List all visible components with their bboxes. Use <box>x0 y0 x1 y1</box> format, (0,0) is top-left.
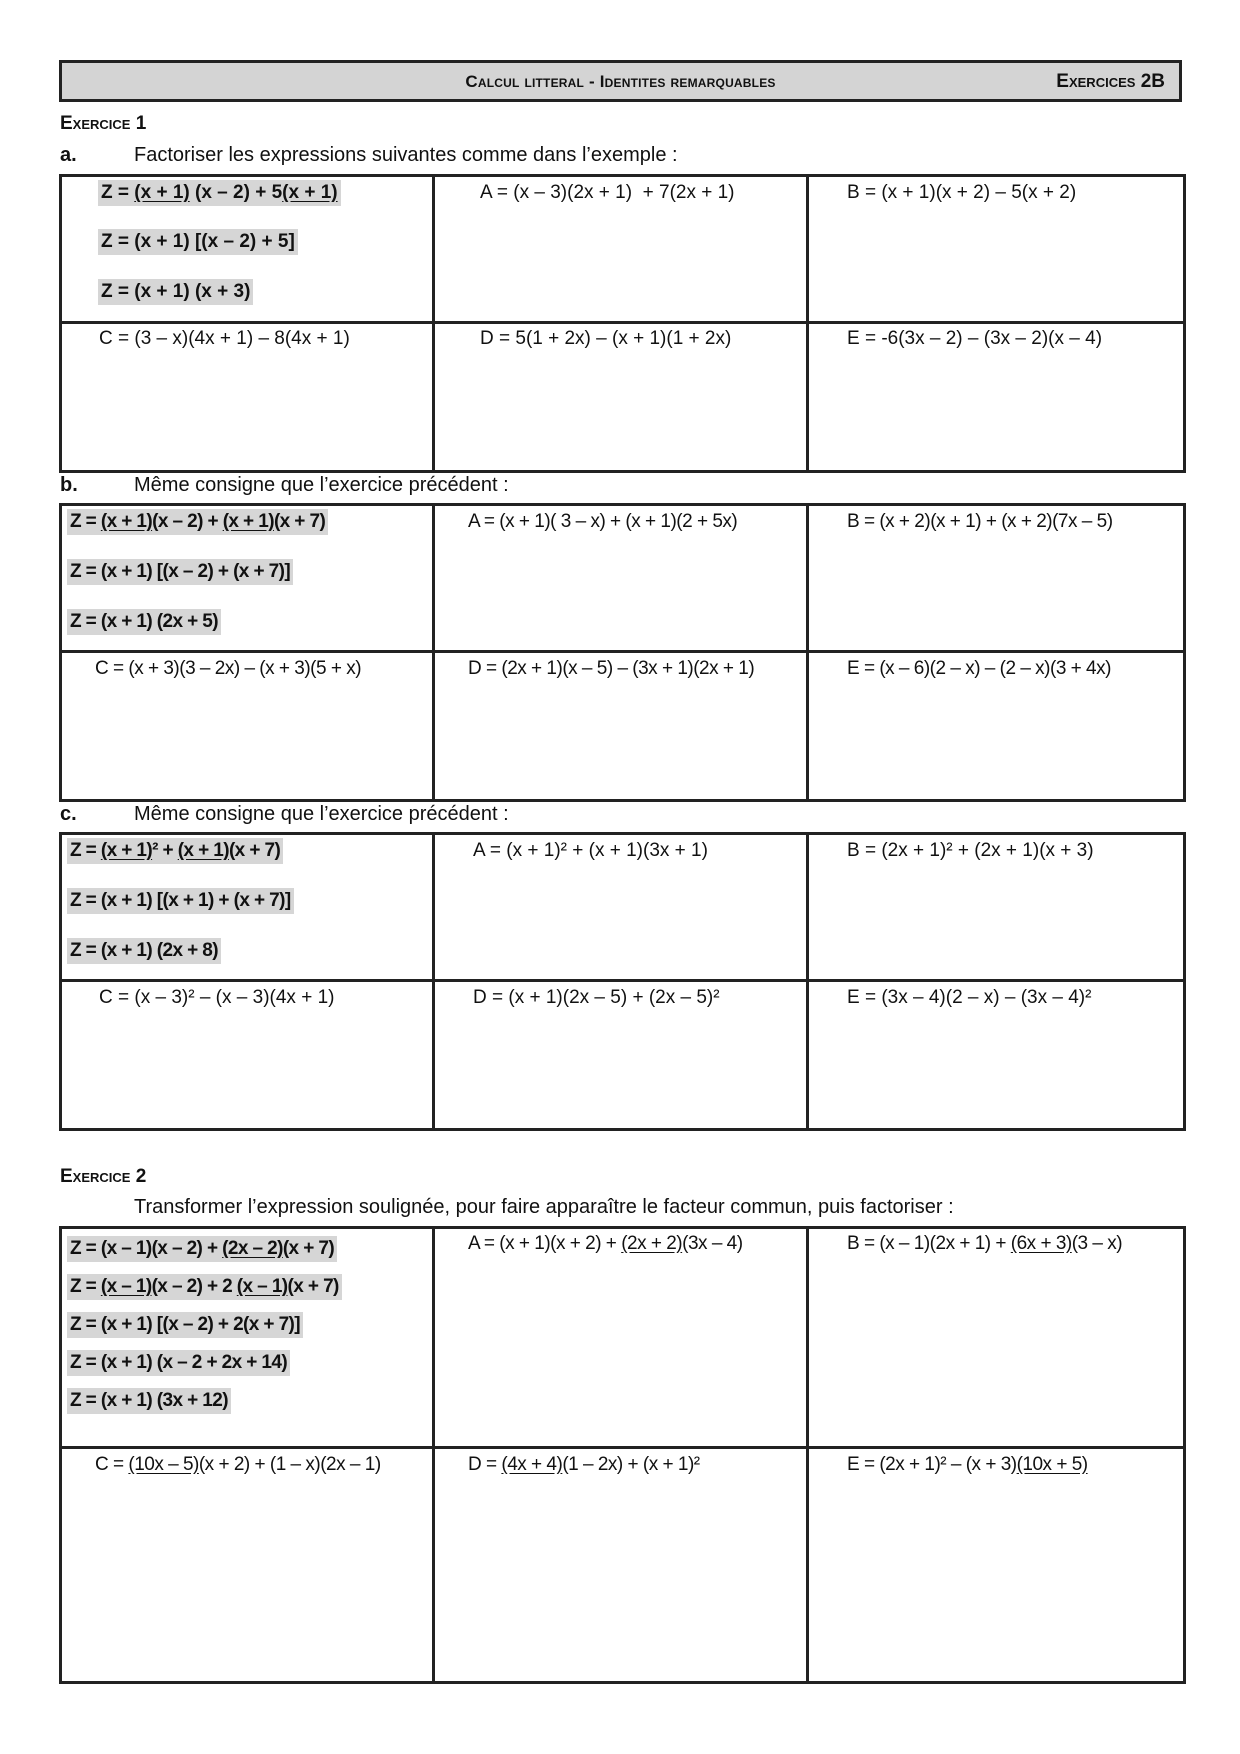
part-a-example-cell <box>61 176 434 323</box>
exercise-2-example-cell <box>61 1228 434 1448</box>
part-b-expression-C: C = (x + 3)(3 – 2x) – (x + 3)(5 + x) <box>95 658 362 679</box>
part-c-cell-C <box>61 981 434 1130</box>
part-a-expression-C: C = (3 – x)(4x + 1) – 8(4x + 1) <box>99 328 350 349</box>
part-c-example-line-2: Z = (x + 1) [(x + 1) + (x + 7)] <box>67 888 294 914</box>
part-c-expression-E: E = (3x – 4)(2 – x) – (3x – 4)² <box>847 987 1092 1008</box>
page-header <box>59 60 1182 102</box>
part-c-expression-D: D = (x + 1)(2x – 5) + (2x – 5)² <box>473 987 720 1008</box>
part-b-example-line-1: Z = (x + 1)(x – 2) + (x + 1)(x + 7) <box>67 509 328 535</box>
part-a-expression-D: D = 5(1 + 2x) – (x + 1)(1 + 2x) <box>480 328 732 349</box>
part-c-cell-E <box>808 981 1185 1130</box>
part-c-example-line-3: Z = (x + 1) (2x + 8) <box>67 938 221 964</box>
part-c-cell-B <box>808 834 1185 981</box>
part-a-example-line-2: Z = (x + 1) [(x – 2) + 5] <box>98 229 298 255</box>
part-b-instruction: Même consigne que l’exercice précédent : <box>134 474 509 496</box>
part-b-expression-E: E = (x – 6)(2 – x) – (2 – x)(3 + 4x) <box>847 658 1111 679</box>
part-b-expression-B: B = (x + 2)(x + 1) + (x + 2)(7x – 5) <box>847 511 1113 532</box>
exercise-2-title: Exercice 2 <box>60 1166 147 1187</box>
part-b-label: b. <box>60 474 78 496</box>
part-a-expression-E: E = -6(3x – 2) – (3x – 2)(x – 4) <box>847 328 1103 349</box>
part-c-label: c. <box>60 803 77 825</box>
part-b-cell-E <box>808 652 1185 801</box>
exercise-2-cell-D <box>434 1448 808 1683</box>
worksheet-code: Exercices 2B <box>1056 71 1165 92</box>
part-a-grid <box>59 174 1186 473</box>
part-b-cell-D <box>434 652 808 801</box>
part-b-expression-D: D = (2x + 1)(x – 5) – (3x + 1)(2x + 1) <box>468 658 755 679</box>
part-a-instruction: Factoriser les expressions suivantes comme dans l’exemple : <box>134 144 678 166</box>
exercise-2-grid <box>59 1226 1186 1684</box>
exercise-2-expression-C: C = (10x – 5)(x + 2) + (1 – x)(2x – 1) <box>95 1454 381 1475</box>
part-a-cell-C <box>61 323 434 472</box>
exercise-2-cell-E <box>808 1448 1185 1683</box>
part-b-example-line-2: Z = (x + 1) [(x – 2) + (x + 7)] <box>67 559 293 585</box>
part-c-example-line-1: Z = (x + 1)² + (x + 1)(x + 7) <box>67 838 283 864</box>
exercise-2-expression-D: D = (4x + 4)(1 – 2x) + (x + 1)² <box>468 1454 700 1475</box>
part-b-cell-B <box>808 505 1185 652</box>
exercise-1-title: Exercice 1 <box>60 113 147 134</box>
exercise-2-cell-A <box>434 1228 808 1448</box>
part-a-expression-B: B = (x + 1)(x + 2) – 5(x + 2) <box>847 182 1077 203</box>
exercise-2-cell-B <box>808 1228 1185 1448</box>
part-b-example-cell <box>61 505 434 652</box>
part-c-instruction: Même consigne que l’exercice précédent : <box>134 803 509 825</box>
part-c-cell-A <box>434 834 808 981</box>
exercise-2-expression-B: B = (x – 1)(2x + 1) + (6x + 3)(3 – x) <box>847 1233 1123 1254</box>
part-a-cell-E <box>808 323 1185 472</box>
exercise-2-example-line-3: Z = (x + 1) [(x – 2) + 2(x + 7)] <box>67 1312 303 1338</box>
part-c-expression-B: B = (2x + 1)² + (2x + 1)(x + 3) <box>847 840 1094 861</box>
part-b-cell-A <box>434 505 808 652</box>
part-c-example-cell <box>61 834 434 981</box>
part-b-letter <box>60 474 134 497</box>
exercise-2-example-line-4: Z = (x + 1) (x – 2 + 2x + 14) <box>67 1350 290 1376</box>
part-a-example-line-3: Z = (x + 1) (x + 3) <box>98 279 253 305</box>
exercise-2-example-line-2: Z = (x – 1)(x – 2) + 2 (x – 1)(x + 7) <box>67 1274 342 1300</box>
part-a-letter <box>60 144 134 167</box>
part-b-example-line-3: Z = (x + 1) (2x + 5) <box>67 609 221 635</box>
part-c-letter <box>60 803 134 826</box>
part-a-cell-A <box>434 176 808 323</box>
part-c-grid <box>59 832 1186 1131</box>
exercise-2-expression-A: A = (x + 1)(x + 2) + (2x + 2)(3x – 4) <box>468 1233 743 1254</box>
exercise-2-cell-C <box>61 1448 434 1683</box>
exercise-2-example-line-1: Z = (x – 1)(x – 2) + (2x – 2)(x + 7) <box>67 1236 337 1262</box>
part-c-expression-C: C = (x – 3)² – (x – 3)(4x + 1) <box>99 987 335 1008</box>
part-a-cell-D <box>434 323 808 472</box>
part-c-expression-A: A = (x + 1)² + (x + 1)(3x + 1) <box>473 840 708 861</box>
exercise-2-expression-E: E = (2x + 1)² – (x + 3)(10x + 5) <box>847 1454 1088 1475</box>
part-b-cell-C <box>61 652 434 801</box>
exercise-2-instruction: Transformer l’expression soulignée, pour faire apparaître le facteur commun, puis factoriser : <box>134 1196 954 1218</box>
part-a-expression-A: A = (x – 3)(2x + 1) + 7(2x + 1) <box>480 182 735 203</box>
part-a-cell-B <box>808 176 1185 323</box>
worksheet-title: Calcul litteral - Identites remarquables <box>465 72 776 91</box>
exercise-2-example-line-5: Z = (x + 1) (3x + 12) <box>67 1388 231 1414</box>
part-b-expression-A: A = (x + 1)( 3 – x) + (x + 1)(2 + 5x) <box>468 511 738 532</box>
part-a-example-line-1: Z = (x + 1) (x – 2) + 5(x + 1) <box>98 180 341 206</box>
part-b-grid <box>59 503 1186 802</box>
part-a-label: a. <box>60 144 77 166</box>
part-c-cell-D <box>434 981 808 1130</box>
